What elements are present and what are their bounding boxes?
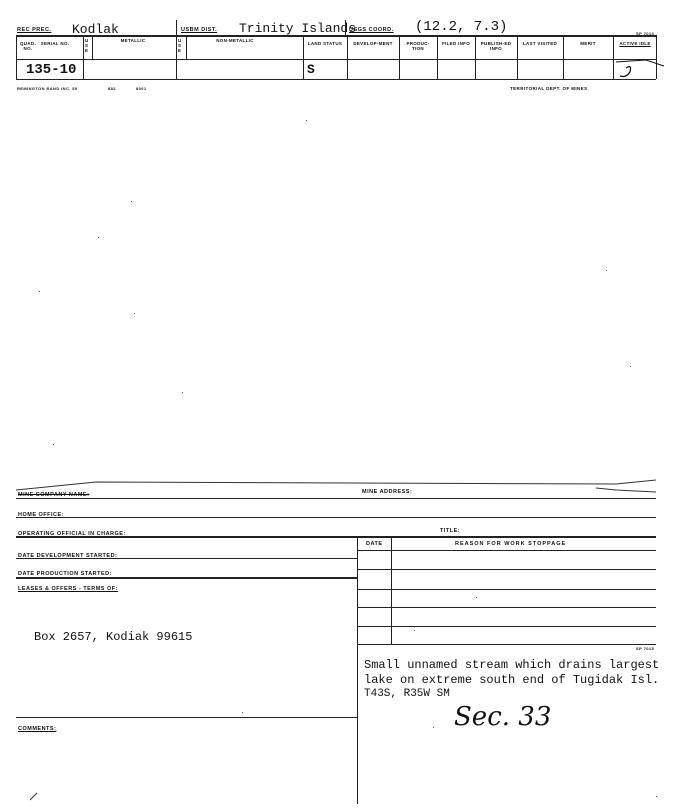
divider	[391, 536, 392, 644]
col-serial: SERIAL NO.	[40, 41, 70, 46]
operating-official-label: OPERATING OFFICIAL IN CHARGE:	[18, 531, 126, 537]
scan-speck	[98, 237, 99, 238]
col-active-idle: ACTIVE IDLE	[619, 41, 651, 46]
col-last-visited: LAST VISITED	[522, 41, 558, 46]
land-status-value: S	[307, 62, 315, 77]
mine-address-label: MINE ADDRESS:	[362, 489, 413, 495]
scan-speck	[656, 796, 657, 797]
col-land-status: LAND STATUS	[307, 41, 343, 46]
quad-serial-value: 135-10	[26, 62, 77, 78]
col-development: DEVELOP-MENT	[353, 41, 393, 46]
scan-speck	[306, 120, 307, 121]
divider	[347, 35, 348, 79]
card-left-edge	[16, 35, 17, 79]
form-number: SP 7014	[636, 31, 655, 36]
divider	[563, 35, 564, 79]
col-filed-info: FILED INFO	[442, 41, 470, 46]
scan-speck	[630, 366, 631, 367]
divider	[475, 35, 476, 79]
home-office-label: HOME OFFICE:	[18, 512, 65, 518]
line-date-prod	[16, 577, 357, 579]
divider	[303, 35, 304, 79]
date-column-label: DATE	[366, 541, 383, 547]
scan-speck	[182, 392, 183, 393]
title-label: TITLE:	[440, 528, 461, 534]
divider	[437, 35, 438, 79]
divider	[357, 644, 358, 804]
printer-code-1: 882	[108, 86, 116, 91]
scan-speck	[242, 712, 243, 713]
stray-pen-mark	[28, 790, 40, 802]
scan-speck	[606, 270, 607, 271]
divider	[92, 35, 93, 59]
data-row-rule	[16, 79, 656, 80]
table-rule	[357, 589, 656, 590]
scan-speck	[134, 313, 135, 314]
table-rule	[357, 569, 656, 570]
table-rule	[357, 550, 656, 551]
col-quad: QUAD. NO.	[20, 41, 36, 51]
header-row-rule	[16, 59, 656, 60]
usbm-dist-label: USBM DIST.	[181, 27, 218, 33]
rec-prec-value: Kodlak	[72, 22, 119, 37]
scan-speck	[476, 597, 477, 598]
divider	[517, 35, 518, 79]
divider	[176, 20, 177, 35]
col-production: PRODUC-TION	[406, 41, 430, 51]
comments-label: COMMENTS:	[18, 726, 57, 732]
usgs-coord-label: USGS COORD.	[349, 27, 394, 33]
reason-column-label: REASON FOR WORK STOPPAGE	[455, 541, 567, 547]
handwritten-section-note: Sec. 33	[454, 702, 552, 732]
description-line-1: Small unnamed stream which drains largest	[364, 658, 660, 672]
table-rule	[357, 644, 656, 645]
col-published-info: PUBLISH-ED INFO	[480, 41, 512, 51]
col-metallic: METALLIC	[120, 38, 146, 43]
rec-prec-label: REC PREC.	[17, 27, 52, 33]
printer-code-2: 8001	[136, 86, 147, 91]
divider	[186, 35, 187, 59]
divider	[357, 536, 358, 644]
mailing-address: Box 2657, Kodiak 99615	[34, 630, 193, 644]
divider	[176, 35, 177, 79]
line-home-office	[16, 517, 656, 518]
line-company	[16, 498, 656, 499]
mine-company-label: MINE COMPANY NAME:	[18, 492, 90, 498]
line-leases-end	[16, 717, 357, 718]
description-line-3: T43S, R35W SM	[364, 688, 450, 700]
usgs-coord-value: (12.2, 7.3)	[415, 19, 508, 35]
table-rule	[357, 607, 656, 608]
col-use-nonmetallic: U S E	[178, 38, 182, 53]
scan-speck	[53, 444, 54, 445]
col-use-metallic: U S E	[85, 38, 89, 53]
col-non-metallic: NON-METALLIC	[216, 38, 254, 43]
divider	[399, 35, 400, 79]
printer-imprint: REMINGTON RAND INC. 50	[17, 86, 78, 91]
description-line-2: lake on extreme south end of Tugidak Isl.	[364, 673, 660, 687]
divider	[345, 20, 346, 35]
handwritten-check-mark	[606, 52, 666, 82]
scan-speck	[433, 727, 434, 728]
scan-speck	[39, 291, 40, 292]
date-production-label: DATE PRODUCTION STARTED:	[18, 571, 112, 577]
department-imprint: TERRITORIAL DEPT. OF MINES	[510, 86, 588, 91]
divider	[83, 35, 84, 79]
line-official	[16, 536, 656, 538]
leases-offers-label: LEASES & OFFERS - TERMS OF:	[18, 586, 118, 592]
table-rule	[357, 626, 656, 627]
card-top-edge	[16, 478, 661, 498]
usbm-dist-value: Trinity Islands	[239, 21, 357, 36]
scan-speck	[414, 630, 415, 631]
date-development-label: DATE DEVELOPMENT STARTED:	[18, 553, 118, 559]
back-form-number: SP 7015	[636, 646, 655, 651]
line-date-dev	[16, 558, 357, 559]
scan-speck	[131, 201, 132, 202]
col-merit: MERIT	[580, 41, 596, 46]
